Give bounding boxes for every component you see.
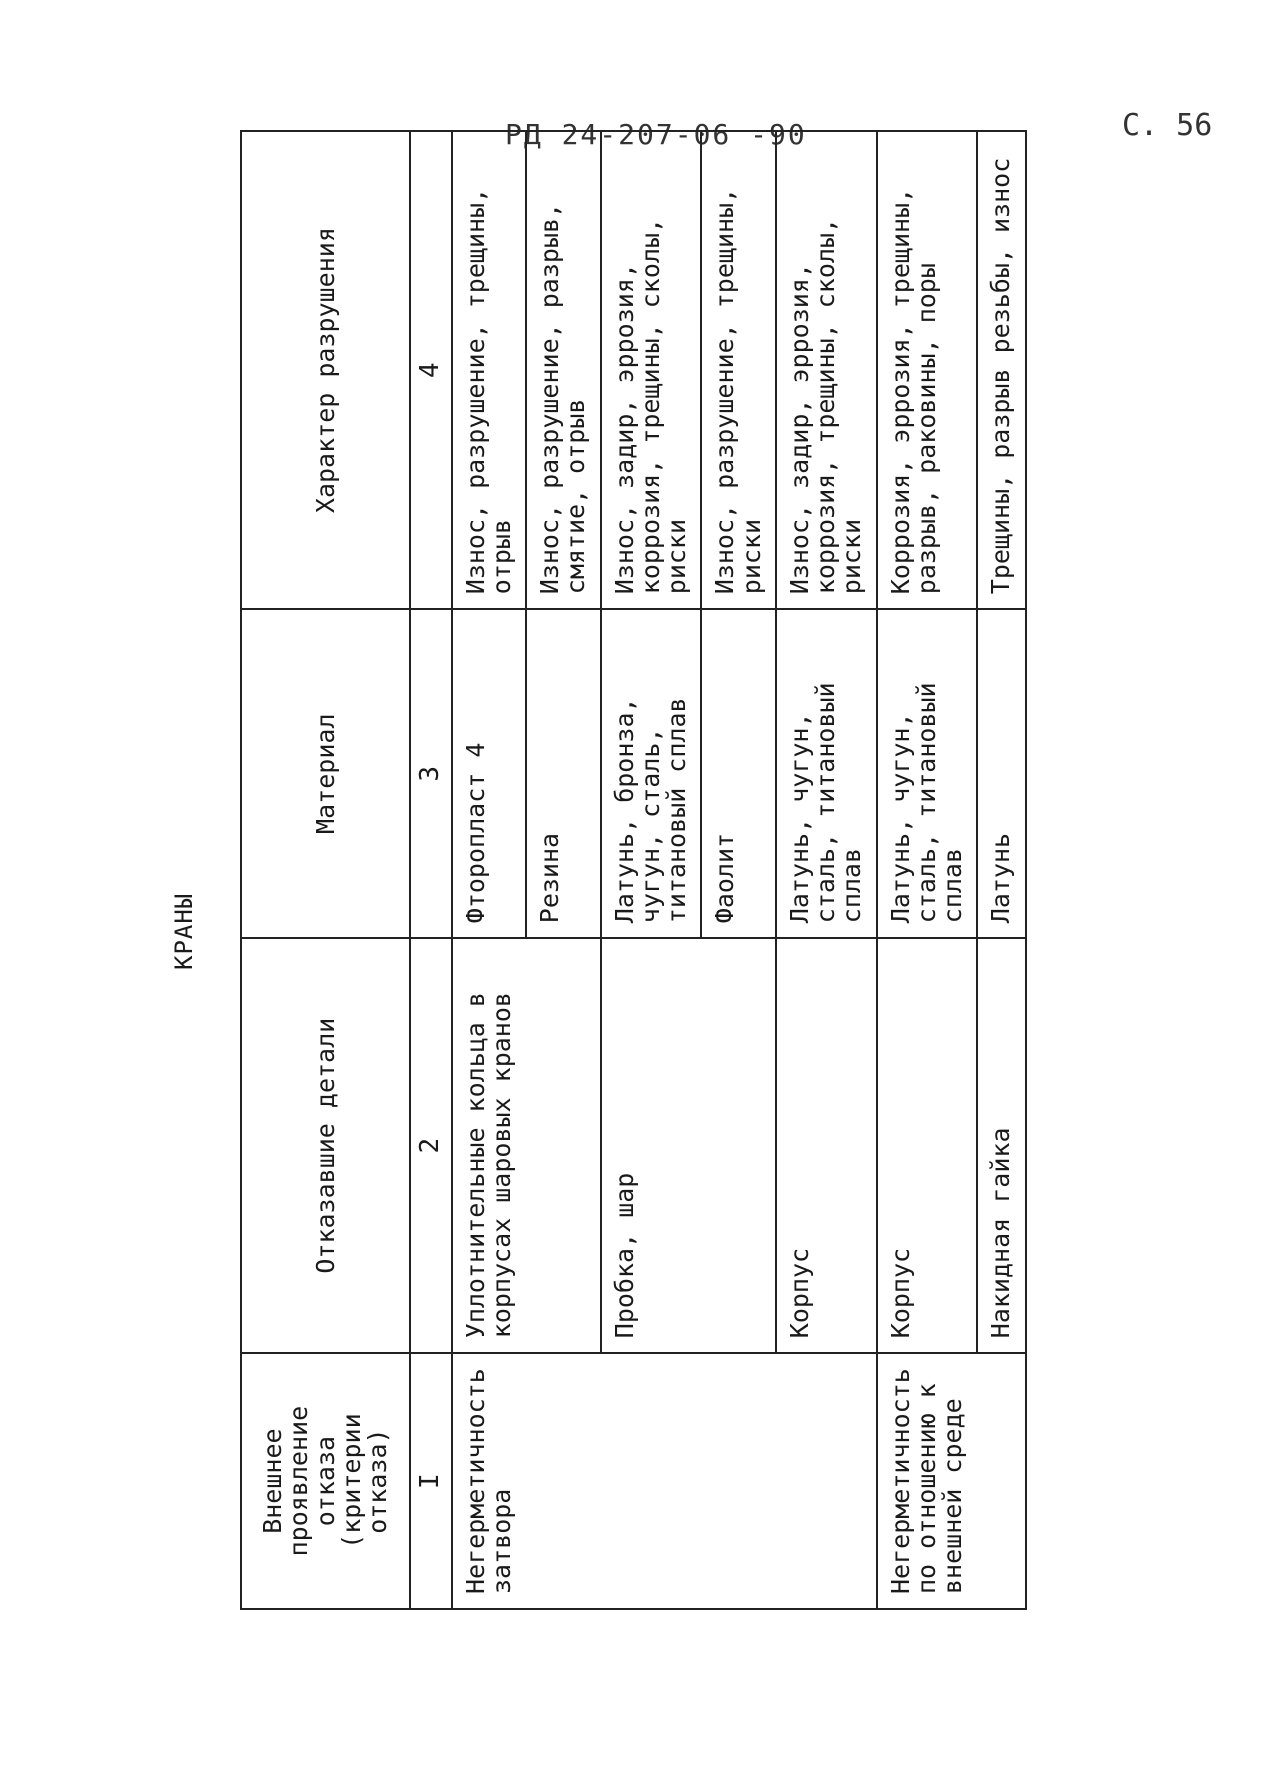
damage-cell: Трещины, разрыв резьбы, износ [977,131,1025,609]
page-number: С. 56 [1122,108,1213,143]
material-cell: Латунь, бронза, чугун, сталь, титановый сплав [601,609,702,938]
part-cell: Уплотнительные кольца в корпусах шаровых кранов [452,938,601,1353]
col-header-criterion: Внешнее проявление отказа (критерии отказа) [241,1353,410,1609]
damage-cell: Износ, задир, эррозия, коррозия, трещины, сколы, риски [776,131,877,609]
col-number-3: 3 [410,609,451,938]
table-row [452,131,527,1609]
damage-cell: Износ, разрушение, трещины, риски [701,131,776,609]
criterion-cell: Негерметичность по отношению к внешней среде [877,1353,1026,1609]
column-number-row [410,131,451,1609]
criterion-cell: Негерметичность затвора [452,1353,877,1609]
material-cell: Латунь [977,609,1025,938]
material-cell: Фторопласт 4 [452,609,527,938]
material-cell: Латунь, чугун, сталь, титановый сплав [877,609,978,938]
part-cell: Пробка, шар [601,938,776,1353]
material-cell: Резина [526,609,601,938]
damage-cell: Коррозия, эррозия, трещины, разрыв, раковины, поры [877,131,978,609]
failure-table [240,130,1027,1610]
part-cell: Корпус [776,938,877,1353]
part-cell: Накидная гайка [977,938,1025,1353]
document-code: РД 24-207-06 -90 [505,118,807,151]
damage-cell: Износ, задир, эррозия, коррозия, трещины, сколы, риски [601,131,702,609]
material-cell: Латунь, чугун, сталь, титановый сплав [776,609,877,938]
col-number-2: 2 [410,938,451,1353]
col-number-1: I [410,1353,451,1609]
table-header-row [241,131,410,1609]
table-row [877,131,978,1609]
rotated-page-content [150,50,1090,1650]
col-header-part: Отказавшие детали [241,938,410,1353]
damage-cell: Износ, разрушение, трещины, отрыв [452,131,527,609]
col-header-damage: Характер разрушения [241,131,410,609]
col-header-material: Материал [241,609,410,938]
col-number-4: 4 [410,131,451,609]
material-cell: Фаолит [701,609,776,938]
section-title: КРАНЫ [170,892,198,970]
part-cell: Корпус [877,938,978,1353]
damage-cell: Износ, разрушение, разрыв, смятие, отрыв [526,131,601,609]
